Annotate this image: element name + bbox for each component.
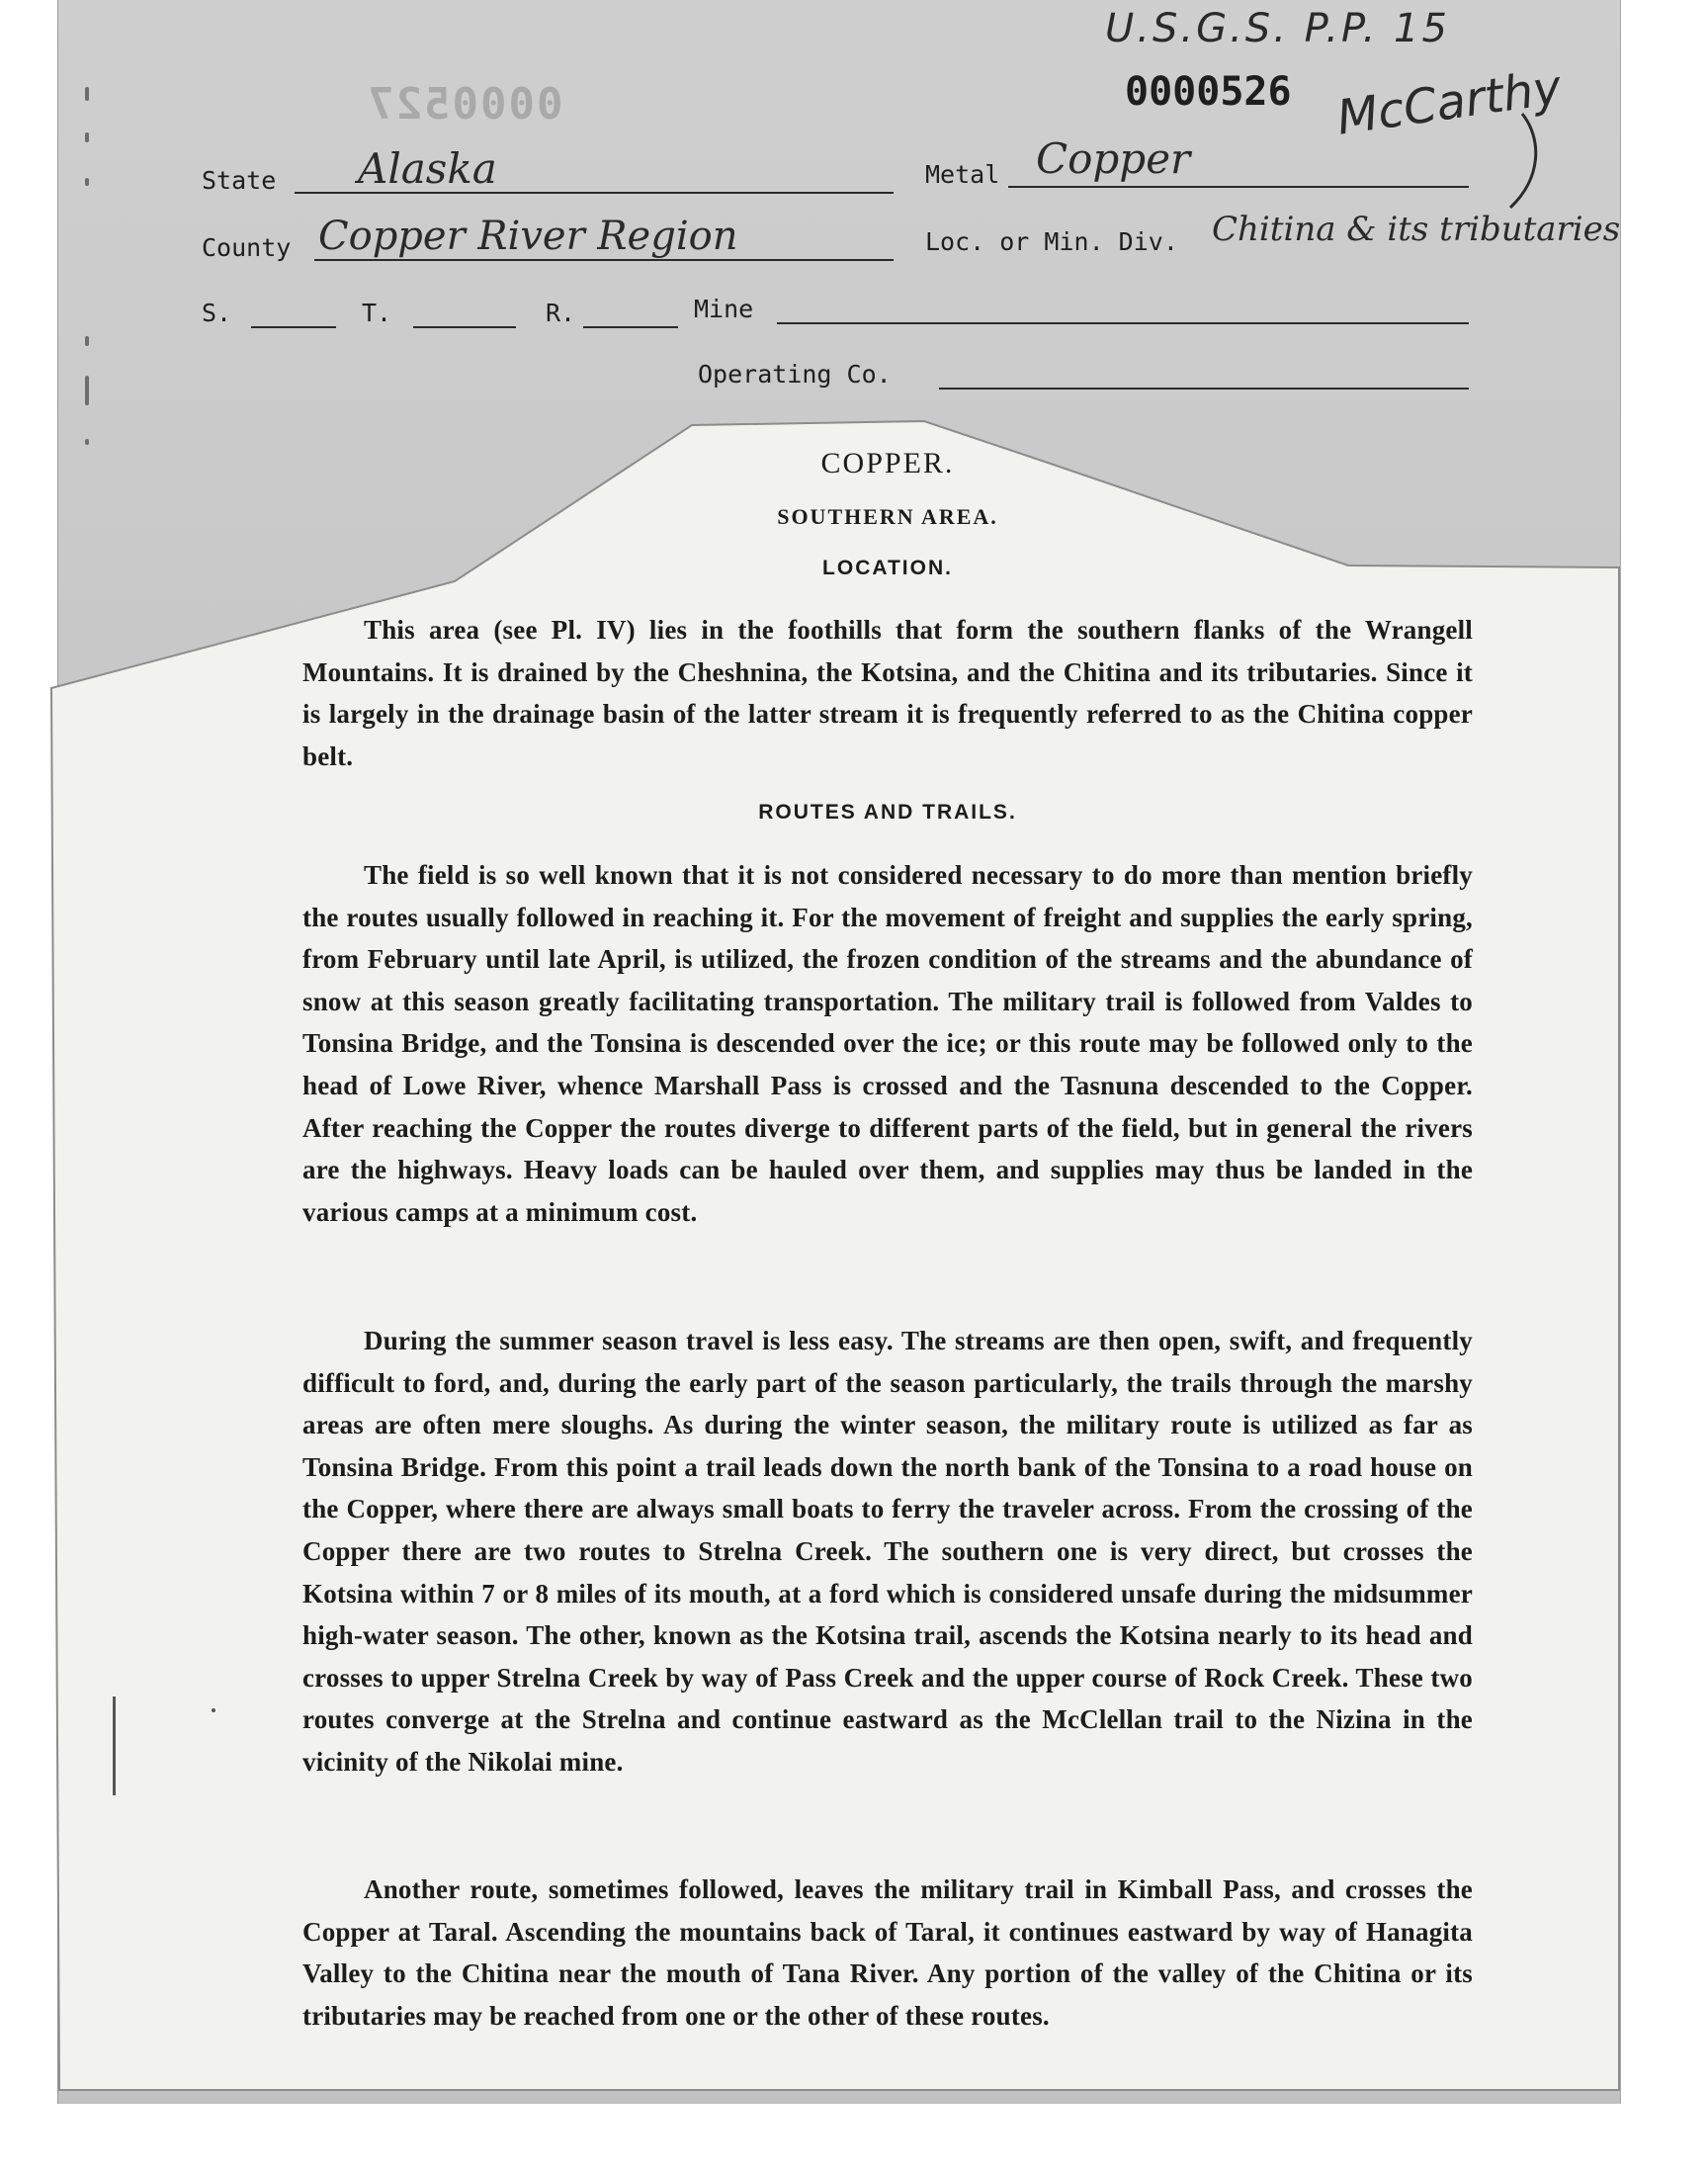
serial-number: 0000526 (1125, 69, 1292, 115)
state-value: Alaska (358, 144, 497, 193)
s-label: S. (202, 299, 232, 327)
paragraph-location: This area (see Pl. IV) lies in the foothills that form the southern flanks of the Wrangell Mountains. It is drained by the Cheshnina, the Kotsina, and the Chitina and its tributaries. Since it is largely in the drainage basin of the latter stream it is frequently referred to as the Chitina copper belt. (302, 615, 1473, 771)
metal-label: Metal (925, 160, 1000, 189)
locdiv-value: Chitina & its tributaries (1212, 210, 1621, 249)
section-routes: ROUTES AND TRAILS. (758, 801, 1017, 824)
source-note: U.S.G.S. P.P. 15 (1105, 6, 1450, 51)
paragraph-routes-winter: The field is so well known that it is not considered necessary to do more than mention briefly the routes usually followed in reaching it. For the movement of freight and supplies the early spring, from February until late April, is utilized, the frozen condition of the streams and the abundance of snow at this season greatly facilitating transportation. The military trail is followed from Valdes to Tonsina Bridge, and the Tonsina is descended over the ice; or this route may be followed only to the head of Lowe River, whence Marshall Pass is crossed and the Tasnuna descended to the Copper. After reaching the Copper the routes diverge to different parts of the field, but in general the rivers are the highways. Heavy loads can be hauled over them, and supplies may thus be landed in the various camps at a minimum cost. (302, 860, 1473, 1227)
mine-label: Mine (694, 295, 754, 323)
r-label: R. (546, 299, 576, 327)
paragraph-routes-summer: During the summer season travel is less easy. The streams are then open, swift, and frequently difficult to ford, and, during the early part of the season particularly, the trails through the marshy areas are often mere sloughs. As during the winter season, the military route is utilized as far as Tonsina Bridge. From this point a trail leads down the north bank of the Tonsina to a road house on the Copper, where there are always small boats to ferry the traveler across. From the crossing of the Copper there are two routes to Strelna Creek. The southern one is very direct, but crosses the Kotsina within 7 or 8 miles of its mouth, at a ford which is considered unsafe during the midsummer high-water season. The other, known as the Kotsina trail, ascends the Kotsina nearly to its head and crosses to upper Strelna Creek by way of Pass Creek and the upper course of Rock Creek. These two routes converge at the Strelna and continue eastward as the McClellan trail to the Nizina in the vicinity of the Nikolai mine. (302, 1326, 1473, 1777)
locdiv-label: Loc. or Min. Div. (925, 227, 1178, 256)
margin-note: McCarthy (1333, 59, 1565, 146)
county-value: Copper River Region (318, 214, 738, 259)
t-label: T. (362, 299, 392, 327)
operating-label: Operating Co. (698, 360, 892, 389)
doc-subtitle: SOUTHERN AREA. (777, 504, 998, 529)
margin-mark (113, 1696, 116, 1795)
state-label: State (202, 166, 277, 195)
county-label: County (202, 233, 292, 262)
paragraph-routes-other: Another route, sometimes followed, leaves the military trail in Kimball Pass, and crosses the Copper at Taral. Ascending the mountains back of Taral, it continues eastward by way of Hanagita Valley to the Chitina near the mouth of Tana River. Any portion of the valley of the Chitina or its tributaries may be reached from one or the other of these routes. (302, 1874, 1473, 2031)
doc-title: COPPER. (820, 447, 955, 479)
margin-dot (212, 1708, 215, 1712)
serial-bleed-through: 0000527 (366, 79, 563, 130)
metal-value: Copper (1036, 134, 1191, 183)
section-location: LOCATION. (822, 557, 953, 579)
